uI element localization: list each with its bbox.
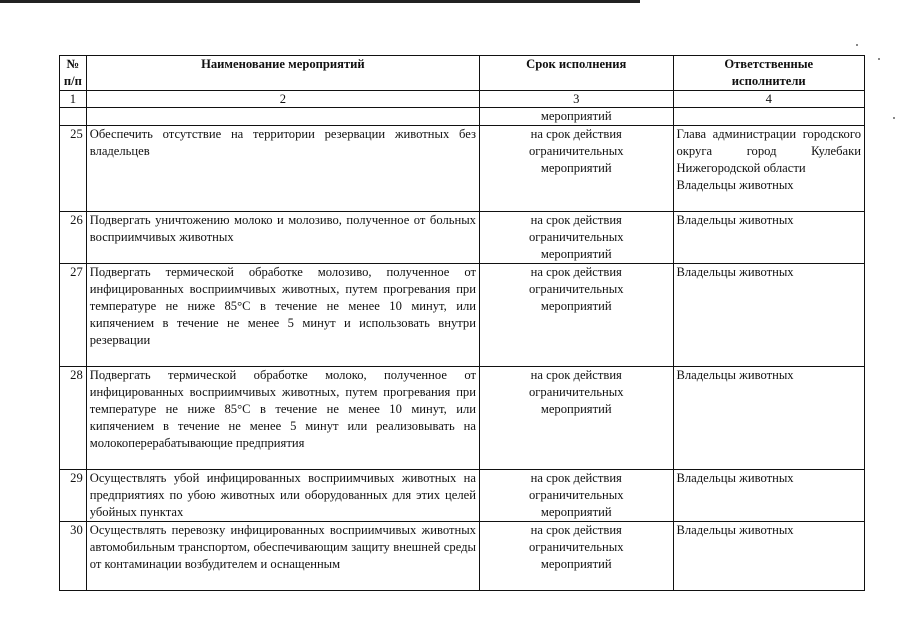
measures-table — [59, 55, 865, 591]
table-row — [60, 264, 865, 367]
cell-name: Осуществлять перевозку инфицированных восприимчивых животных автомобильным транспортом, обеспечивающим защиту внешней среды от контаминации возбудителем и оснащенным — [86, 522, 479, 591]
table-row — [60, 367, 865, 470]
column-index-row — [60, 91, 865, 108]
cell-num — [60, 108, 87, 126]
cell-num: 28 — [60, 367, 87, 470]
table-row — [60, 522, 865, 591]
cell-name: Осуществлять убой инфицированных восприимчивых животных на предприятиях по убою животных или оборудованных для этих целей убойных пунктах — [86, 470, 479, 522]
cell-resp: Глава администрации городского округа город Кулебаки Нижегородской области Владельцы животных — [673, 126, 865, 212]
table-row — [60, 126, 865, 212]
header-row — [60, 56, 865, 91]
cell-name: Подвергать термической обработке молоко, полученное от инфицированных восприимчивых животных, путем прогревания при температуре не ниже 85°С в течение не менее 10 минут, или кипячением в течение не менее 5 минут или реализовывать на молокоперерабатывающие предприятия — [86, 367, 479, 470]
header-resp: Ответственные исполнители — [673, 56, 865, 91]
cell-num: 26 — [60, 212, 87, 264]
scan-speck — [878, 58, 880, 60]
table-row — [60, 470, 865, 522]
cell-resp: Владельцы животных — [673, 212, 865, 264]
column-index: 4 — [673, 91, 865, 108]
cell-num: 29 — [60, 470, 87, 522]
cell-resp: Владельцы животных — [673, 470, 865, 522]
cell-num: 30 — [60, 522, 87, 591]
cell-resp: Владельцы животных — [673, 522, 865, 591]
cell-term: на срок действия ограничительных мероприятий — [479, 470, 673, 522]
column-index: 1 — [60, 91, 87, 108]
cell-name — [86, 108, 479, 126]
cell-resp: Владельцы животных — [673, 264, 865, 367]
header-term: Срок исполнения — [479, 56, 673, 91]
table-row — [60, 212, 865, 264]
cell-term: на срок действия ограничительных мероприятий — [479, 264, 673, 367]
header-num: № п/п — [60, 56, 87, 91]
cell-term: на срок действия ограничительных мероприятий — [479, 126, 673, 212]
cell-num: 27 — [60, 264, 87, 367]
continuation-row — [60, 108, 865, 126]
scan-edge-line — [0, 0, 640, 3]
cell-term: мероприятий — [479, 108, 673, 126]
header-name: Наименование мероприятий — [86, 56, 479, 91]
cell-name: Обеспечить отсутствие на территории резервации животных без владельцев — [86, 126, 479, 212]
cell-name: Подвергать термической обработке молозиво, полученное от инфицированных восприимчивых животных, путем прогревания при температуре не ниже 85°С в течение не менее 10 минут, или кипячением в течение не менее 5 минут и использовать внутри резервации — [86, 264, 479, 367]
cell-term: на срок действия ограничительных мероприятий — [479, 522, 673, 591]
scan-speck — [856, 44, 858, 46]
column-index: 3 — [479, 91, 673, 108]
cell-num: 25 — [60, 126, 87, 212]
scan-speck — [893, 117, 895, 119]
column-index: 2 — [86, 91, 479, 108]
cell-resp — [673, 108, 865, 126]
cell-name: Подвергать уничтожению молоко и молозиво, полученное от больных восприимчивых животных — [86, 212, 479, 264]
cell-term: на срок действия ограничительных мероприятий — [479, 367, 673, 470]
cell-resp: Владельцы животных — [673, 367, 865, 470]
cell-term: на срок действия ограничительных мероприятий — [479, 212, 673, 264]
